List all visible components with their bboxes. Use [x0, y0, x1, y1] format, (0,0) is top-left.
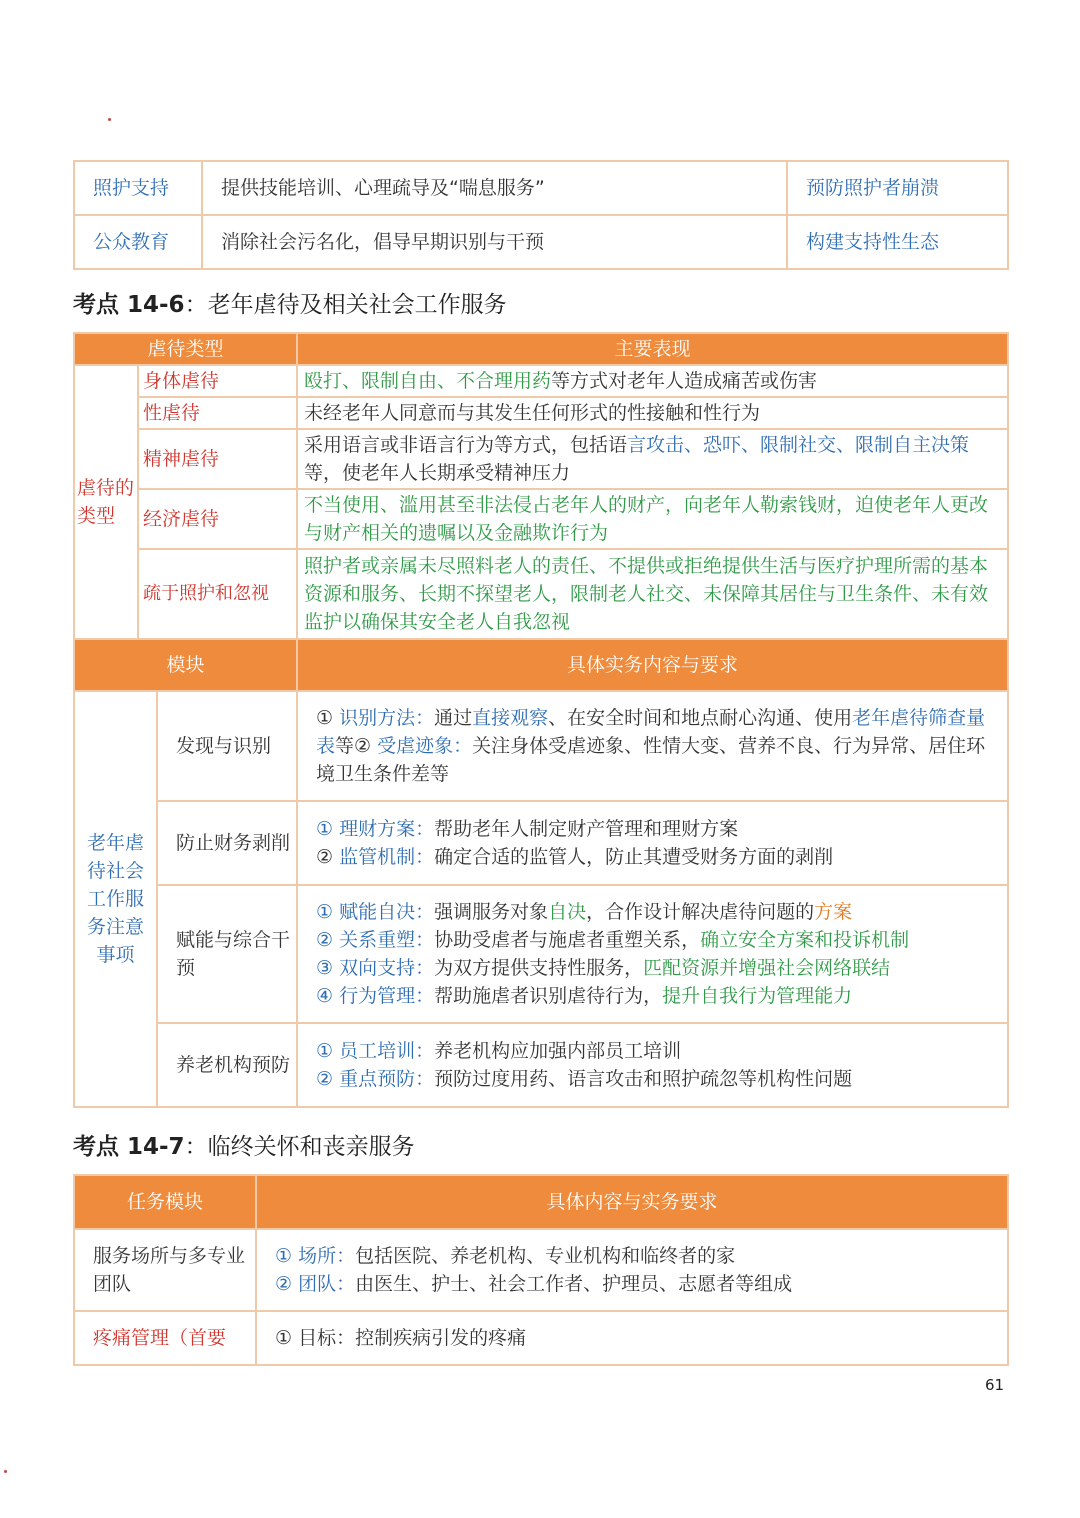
- text-run: ①: [316, 901, 340, 923]
- text-run: 通过: [434, 707, 473, 729]
- service-group-label: 老年虐待社会工作服务注意事项: [74, 691, 157, 1107]
- abuse-table: [73, 332, 1009, 1108]
- service-content: [297, 691, 1008, 801]
- service-content: [297, 801, 1008, 885]
- speck: [108, 118, 111, 121]
- speck: [4, 1470, 7, 1473]
- text-run: 确定合适的监管人，防止其遭受财务方面的剥削: [434, 846, 834, 868]
- text-run: 帮助施虐者识别虐待行为，: [434, 985, 663, 1007]
- section-colon: ：: [184, 292, 208, 318]
- text-run: ②: [316, 1068, 340, 1090]
- section-colon: ：: [184, 1134, 208, 1160]
- text-run: 重点预防：: [339, 1068, 435, 1090]
- text-run: 协助受虐者与施虐者重塑关系，: [434, 929, 701, 951]
- row-label: 公众教育: [74, 215, 202, 269]
- abuse-type: 经济虐待: [138, 489, 297, 549]
- text-run: 确立安全方案和投诉机制: [700, 929, 910, 951]
- text-run: 等方式对老年人造成痛苦或伤害: [551, 370, 818, 392]
- text-run: 方案: [814, 901, 853, 923]
- text-run: ②: [316, 929, 340, 951]
- hospice-module: 疼痛管理（首要: [74, 1311, 256, 1365]
- row-label: 照护支持: [74, 161, 202, 215]
- text-run: 行为管理：: [339, 985, 435, 1007]
- text-run: 赋能自决：: [339, 901, 435, 923]
- text-run: 、在安全时间和地点耐心沟通、使用: [548, 707, 853, 729]
- row-goal: 预防照护者崩溃: [787, 161, 1008, 215]
- text-run: 自决: [548, 901, 587, 923]
- header-service-content: 具体实务内容与要求: [297, 639, 1008, 691]
- hospice-content: [256, 1229, 1008, 1311]
- content-line: [316, 843, 1001, 871]
- text-run: 未经老年人同意而与其发生任何形式的性接触和性行为: [304, 402, 761, 424]
- text-run: 养老机构应加强内部员工培训: [434, 1040, 682, 1062]
- text-run: 理财方案：: [339, 818, 435, 840]
- content-line: [316, 815, 1001, 843]
- support-table: [73, 160, 1009, 270]
- header-abuse-desc: 主要表现: [297, 333, 1008, 365]
- text-run: 由医生、护士、社会工作者、护理员、志愿者等组成: [355, 1273, 793, 1295]
- text-run: 采用语言或非语言行为等方式，包括语: [304, 434, 628, 456]
- text-run: 场所：: [298, 1245, 356, 1267]
- text-run: 关注身体受虐迹象、性情大变、营养不良、行为异常、居住环境卫生条件差等: [316, 735, 986, 785]
- row-content: 提供技能培训、心理疏导及“喘息服务”: [202, 161, 787, 215]
- text-run: 匹配资源并增强社会网络联结: [643, 957, 891, 979]
- service-module: 防止财务剥削: [157, 801, 297, 885]
- text-run: ②: [275, 1273, 299, 1295]
- text-run: 提升自我行为管理能力: [662, 985, 853, 1007]
- section-heading-14-6: [73, 286, 507, 319]
- service-content: [297, 885, 1008, 1023]
- content-line: [316, 926, 1001, 954]
- abuse-desc: [297, 397, 1008, 429]
- text-run: ②: [316, 846, 340, 868]
- abuse-desc: [297, 365, 1008, 397]
- service-module: 发现与识别: [157, 691, 297, 801]
- section-heading-14-7: [73, 1128, 415, 1161]
- text-run: ③: [316, 957, 340, 979]
- abuse-type: 疏于照护和忽视: [138, 549, 297, 639]
- text-run: ①: [275, 1245, 299, 1267]
- text-run: 关系重塑：: [339, 929, 435, 951]
- text-run: 殴打、限制自由、不合理用药: [304, 370, 552, 392]
- header-module: 模块: [74, 639, 297, 691]
- content-line: [275, 1270, 1001, 1298]
- abuse-desc: [297, 429, 1008, 489]
- content-line: [316, 982, 1001, 1010]
- abuse-type: 身体虐待: [138, 365, 297, 397]
- content-line: [316, 1065, 1001, 1093]
- abuse-desc: [297, 549, 1008, 639]
- text-run: ①: [316, 1040, 340, 1062]
- section-code: 考点 14-6: [73, 292, 185, 318]
- content-line: [316, 954, 1001, 982]
- header-abuse-type: 虐待类型: [74, 333, 297, 365]
- text-run: 识别方法：: [339, 707, 435, 729]
- text-run: ① 目标：控制疾病引发的疼痛: [275, 1327, 527, 1349]
- hospice-module: 服务场所与多专业团队: [74, 1229, 256, 1311]
- section-code: 考点 14-7: [73, 1134, 185, 1160]
- content-line: [316, 898, 1001, 926]
- text-run: 包括医院、养老机构、专业机构和临终者的家: [355, 1245, 736, 1267]
- service-module: 赋能与综合干预: [157, 885, 297, 1023]
- text-run: 老年虐待筛查量表: [316, 707, 986, 757]
- section-title: 临终关怀和丧亲服务: [207, 1134, 415, 1160]
- text-run: ，合作设计解决虐待问题的: [586, 901, 815, 923]
- text-run: 不当使用、滥用甚至非法侵占老年人的财产，向老年人勒索钱财，迫使老年人更改与财产相关的遗嘱以及金融欺诈行为: [304, 494, 989, 544]
- row-content: 消除社会污名化，倡导早期识别与干预: [202, 215, 787, 269]
- hospice-table: [73, 1174, 1009, 1366]
- content-line: [275, 1242, 1001, 1270]
- content-line: [316, 704, 1001, 788]
- text-run: 双向支持：: [339, 957, 435, 979]
- header-task-content: 具体内容与实务要求: [256, 1175, 1008, 1229]
- text-run: 直接观察: [472, 707, 549, 729]
- section-title: 老年虐待及相关社会工作服务: [207, 292, 507, 318]
- service-module: 养老机构预防: [157, 1023, 297, 1107]
- hospice-content: [256, 1311, 1008, 1365]
- header-task-module: 任务模块: [74, 1175, 256, 1229]
- text-run: ④: [316, 985, 340, 1007]
- text-run: 言攻击、恐吓、限制社交、限制自主决策: [627, 434, 970, 456]
- abuse-group-label: 虐待的类型: [74, 365, 138, 639]
- text-run: 强调服务对象: [434, 901, 549, 923]
- text-run: 监管机制：: [339, 846, 435, 868]
- abuse-desc: [297, 489, 1008, 549]
- text-run: 等②: [335, 735, 378, 757]
- abuse-type: 精神虐待: [138, 429, 297, 489]
- row-goal: 构建支持性生态: [787, 215, 1008, 269]
- text-run: 预防过度用药、语言攻击和照护疏忽等机构性问题: [434, 1068, 853, 1090]
- text-run: 员工培训：: [339, 1040, 435, 1062]
- text-run: 照护者或亲属未尽照料老人的责任、不提供或拒绝提供生活与医疗护理所需的基本资源和服务、长期不探望老人，限制老人社交、未保障其居住与卫生条件、未有效监护以确保其安全老人自我忽视: [304, 555, 989, 633]
- text-run: 为双方提供支持性服务，: [434, 957, 644, 979]
- text-run: ①: [316, 818, 340, 840]
- text-run: ①: [316, 707, 340, 729]
- content-line: [275, 1324, 1001, 1352]
- page-number: 61: [985, 1376, 1005, 1394]
- text-run: 团队：: [298, 1273, 356, 1295]
- content-line: [316, 1037, 1001, 1065]
- text-run: 受虐迹象：: [377, 735, 473, 757]
- text-run: 帮助老年人制定财产管理和理财方案: [434, 818, 739, 840]
- service-content: [297, 1023, 1008, 1107]
- text-run: 等，使老年人长期承受精神压力: [304, 462, 571, 484]
- abuse-type: 性虐待: [138, 397, 297, 429]
